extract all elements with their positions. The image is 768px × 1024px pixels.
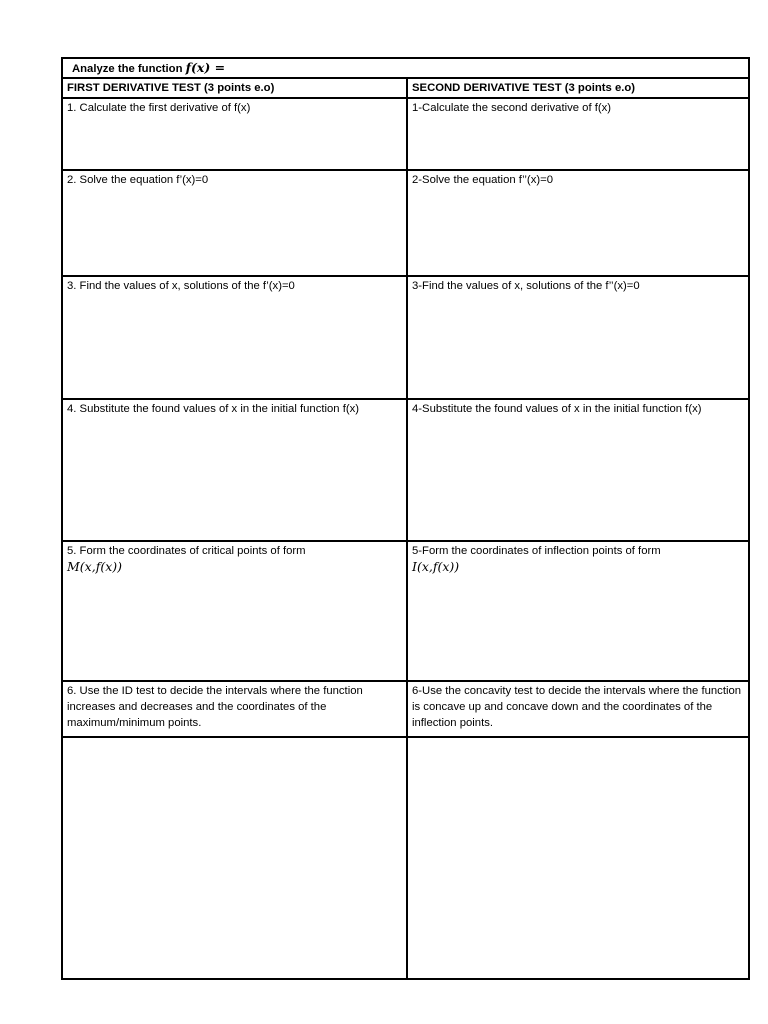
first-test-step-4: 4. Substitute the found values of x in the initial function f(x) [63, 400, 408, 540]
inflection-point-form-math: I(x,f(x)) [412, 559, 460, 574]
header-row [63, 77, 748, 97]
second-test-step-1: 1-Calculate the second derivative of f(x) [412, 102, 612, 114]
first-test-step-3: 3. Find the values of x, solutions of the f’(x)=0 [63, 277, 408, 398]
first-test-step-5-text: 5. Form the coordinates of critical points of form [67, 545, 306, 557]
step-row-5 [63, 540, 748, 680]
first-test-step-6: 6. Use the ID test to decide the intervals where the function increases and decreases and the coordinates of the maximum/minimum points. [63, 682, 408, 736]
second-test-step-5 [408, 542, 748, 680]
second-test-step-3: 3-Find the values of x, solutions of the f’’(x)=0 [412, 280, 640, 292]
second-test-answer-area [408, 738, 748, 978]
step-row-2 [63, 169, 748, 275]
first-test-step-2: 2. Solve the equation f’(x)=0 [63, 171, 408, 275]
step-row-6 [63, 680, 748, 736]
first-test-step-1: 1. Calculate the first derivative of f(x) [63, 99, 408, 169]
title-label: Analyze the function [72, 63, 183, 75]
critical-point-form-math: M(x,f(x)) [67, 559, 123, 574]
second-test-step-4: 4-Substitute the found values of x in the initial function f(x) [412, 403, 702, 415]
first-test-step-5 [63, 542, 408, 680]
second-test-step-6: 6-Use the concavity test to decide the intervals where the function is concave up and concave down and the coordinates of the inflection points. [412, 685, 742, 729]
second-test-step-5-text: 5-Form the coordinates of inflection points of form [412, 545, 661, 557]
answer-row [63, 736, 748, 978]
first-test-answer-area [63, 738, 408, 978]
title-function-math: f(x) = [185, 60, 226, 75]
title-row [63, 59, 748, 77]
title-cell [63, 59, 748, 77]
first-derivative-header: FIRST DERIVATIVE TEST (3 points e.o) [63, 79, 408, 97]
step-row-1 [63, 97, 748, 169]
worksheet-table [61, 57, 750, 980]
step-row-3 [63, 275, 748, 398]
second-derivative-header: SECOND DERIVATIVE TEST (3 points e.o) [412, 82, 636, 94]
second-test-step-2: 2-Solve the equation f’’(x)=0 [412, 174, 553, 186]
step-row-4 [63, 398, 748, 540]
